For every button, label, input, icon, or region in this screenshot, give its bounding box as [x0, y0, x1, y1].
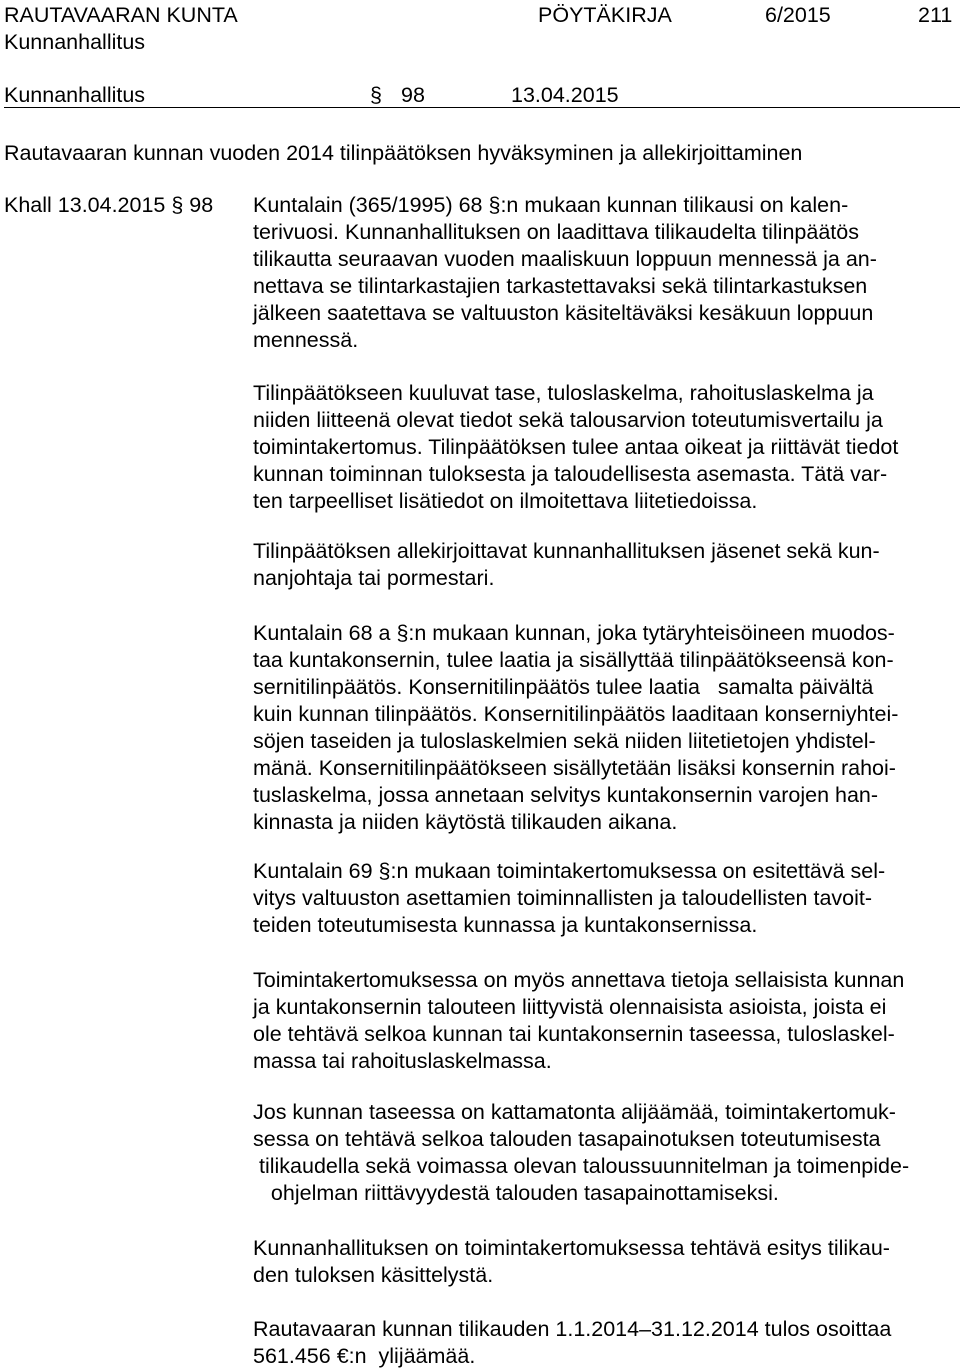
paragraph-line: kuin kunnan tilinpäätös. Konsernitilinpäätös laaditaan konserniyhtei-: [253, 702, 899, 726]
paragraph-line: ohjelman riittävyydestä talouden tasapainottamiseksi.: [253, 1181, 779, 1205]
paragraph-line: nettava se tilintarkastajien tarkastettavaksi sekä tilintarkastuksen: [253, 274, 868, 298]
section-symbol-icon: §: [370, 83, 382, 107]
paragraph-line: 561.456 €:n ylijäämää.: [253, 1344, 476, 1368]
paragraph-line: sernitilinpäätös. Konsernitilinpäätös tulee laatia samalta päivältä: [253, 675, 874, 699]
header-divider: [4, 107, 960, 108]
paragraph-line: kinnasta ja niiden käytöstä tilikauden aikana.: [253, 810, 678, 834]
paragraph-line: terivuosi. Kunnanhallituksen on laadittava tilikaudelta tilinpäätös: [253, 220, 859, 244]
paragraph-line: söjen taseiden ja tuloslaskelmien sekä niiden liitetietojen yhdistel-: [253, 729, 876, 753]
paragraph-line: mennessä.: [253, 328, 359, 352]
paragraph-7: [253, 1099, 960, 1207]
paragraph-line: mänä. Konsernitilinpäätökseen sisällytetään lisäksi konsernin rahoi-: [253, 756, 896, 780]
paragraph-line: Tilinpäätökseen kuuluvat tase, tuloslaskelma, rahoituslaskelma ja: [253, 381, 874, 405]
header-org: RAUTAVAARAN KUNTA: [4, 3, 238, 27]
meeting-section: 98: [401, 83, 425, 107]
paragraph-line: Toimintakertomuksessa on myös annettava tietoja sellaisista kunnan: [253, 968, 905, 992]
header-doc-number: 6/2015: [765, 3, 831, 27]
paragraph-line: tuslaskelma, jossa annetaan selvitys kuntakonsernin varojen han-: [253, 783, 879, 807]
paragraph-line: Kunnanhallituksen on toimintakertomuksessa tehtävä esitys tilikau-: [253, 1236, 890, 1260]
paragraph-line: nanjohtaja tai pormestari.: [253, 566, 495, 590]
paragraph-6: [253, 967, 960, 1075]
paragraph-1: [253, 192, 960, 354]
paragraph-line: tilikautta seuraavan vuoden maaliskuun loppuun mennessä ja an-: [253, 247, 877, 271]
paragraph-line: ole tehtävä selkoa kunnan tai kuntakonsernin taseessa, tuloslaskel-: [253, 1022, 895, 1046]
paragraph-line: Kuntalain (365/1995) 68 §:n mukaan kunnan tilikausi on kalen-: [253, 193, 849, 217]
paragraph-line: taa kuntakonsernin, tulee laatia ja sisällyttää tilinpäätökseensä kon-: [253, 648, 894, 672]
paragraph-line: Kuntalain 69 §:n mukaan toimintakertomuksessa on esitettävä sel-: [253, 859, 886, 883]
paragraph-3: [253, 538, 960, 592]
meeting-reference: Khall 13.04.2015 § 98: [4, 193, 214, 217]
paragraph-5: [253, 858, 960, 939]
paragraph-line: Kuntalain 68 a §:n mukaan kunnan, joka tytäryhteisöineen muodos-: [253, 621, 895, 645]
paragraph-9: [253, 1316, 960, 1370]
paragraph-4: [253, 620, 960, 836]
paragraph-line: ja kuntakonsernin talouteen liittyvistä olennaisista asioista, joista ei: [253, 995, 887, 1019]
meeting-date: 13.04.2015: [511, 83, 619, 107]
paragraph-line: jälkeen saatettava se valtuuston käsiteltäväksi kesäkuun loppuun: [253, 301, 874, 325]
page-title: Rautavaaran kunnan vuoden 2014 tilinpäätöksen hyväksyminen ja allekirjoittaminen: [4, 141, 803, 165]
paragraph-line: Rautavaaran kunnan tilikauden 1.1.2014–31.12.2014 tulos osoittaa: [253, 1317, 892, 1341]
paragraph-line: den tuloksen käsittelystä.: [253, 1263, 494, 1287]
paragraph-line: tilikaudella sekä voimassa olevan taloussuunnitelman ja toimenpide-: [253, 1154, 910, 1178]
paragraph-line: Jos kunnan taseessa on kattamatonta alijäämää, toimintakertomuk-: [253, 1100, 896, 1124]
header-doc-type: PÖYTÄKIRJA: [538, 3, 672, 27]
meeting-body: Kunnanhallitus: [4, 83, 146, 107]
paragraph-line: vitys valtuuston asettamien toiminnallisten ja taloudellisten tavoit-: [253, 886, 873, 910]
paragraph-line: sessa on tehtävä selkoa talouden tasapainotuksen toteutumisesta: [253, 1127, 881, 1151]
header-unit: Kunnanhallitus: [4, 30, 146, 54]
header-page-number: 211: [918, 3, 953, 27]
paragraph-line: niiden liitteenä olevat tiedot sekä talousarvion toteutumisvertailu ja: [253, 408, 883, 432]
paragraph-line: massa tai rahoituslaskelmassa.: [253, 1049, 552, 1073]
paragraph-line: toimintakertomus. Tilinpäätöksen tulee antaa oikeat ja riittävät tiedot: [253, 435, 899, 459]
paragraph-8: [253, 1235, 960, 1289]
paragraph-line: kunnan toiminnan tuloksesta ja taloudellisesta asemasta. Tätä var-: [253, 462, 888, 486]
paragraph-line: Tilinpäätöksen allekirjoittavat kunnanhallituksen jäsenet sekä kun-: [253, 539, 880, 563]
paragraph-2: [253, 380, 960, 515]
paragraph-line: teiden toteutumisesta kunnassa ja kuntakonsernissa.: [253, 913, 758, 937]
paragraph-line: ten tarpeelliset lisätiedot on ilmoitettava liitetiedoissa.: [253, 489, 758, 513]
